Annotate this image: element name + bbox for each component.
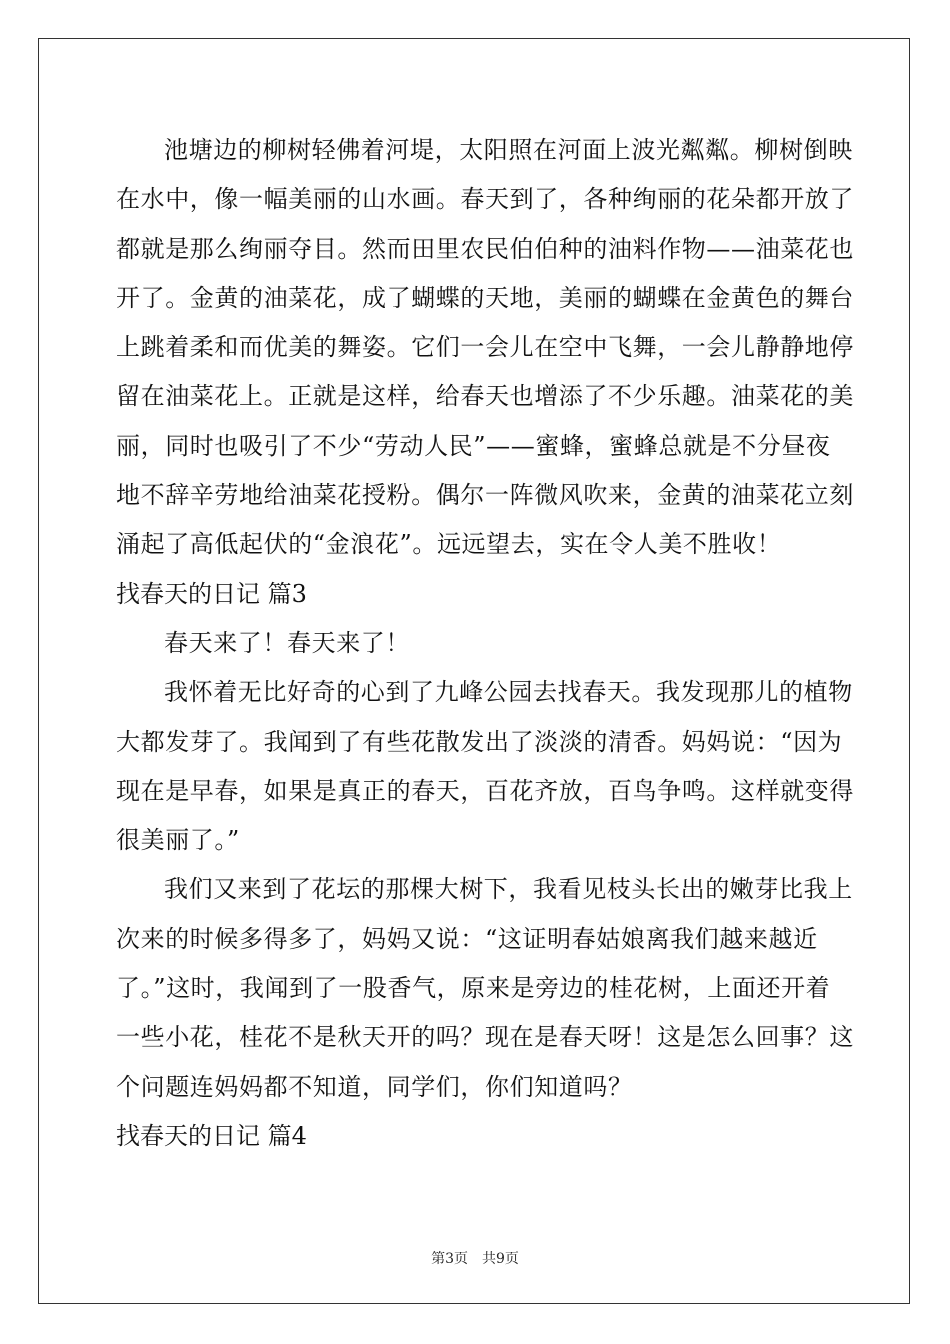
paragraph-3 xyxy=(116,668,854,865)
text-line: 很美丽了。” xyxy=(116,826,240,855)
text-line: 个问题连妈妈都不知道，同学们，你们知道吗？ xyxy=(116,1072,633,1101)
text-line: 一些小花，桂花不是秋天开的吗？现在是春天呀！这是怎么回事？这 xyxy=(116,1023,854,1052)
paragraph-2 xyxy=(116,619,836,668)
text-line: 留在油菜花上。正就是这样，给春天也增添了不少乐趣。油菜花的美 xyxy=(116,382,854,411)
text-line: 上跳着柔和而优美的舞姿。它们一会儿在空中飞舞，一会儿静静地停 xyxy=(116,333,854,362)
text-line: 春天来了！春天来了！ xyxy=(164,628,410,657)
text-line: 开了。金黄的油菜花，成了蝴蝶的天地，美丽的蝴蝶在金黄色的舞台 xyxy=(116,283,854,312)
section-heading-4: 找春天的日记 篇4 xyxy=(116,1121,307,1150)
text-line: 我怀着无比好奇的心到了九峰公园去找春天。我发现那儿的植物 xyxy=(164,678,853,707)
text-line: 现在是早春，如果是真正的春天，百花齐放，百鸟争鸣。这样就变得 xyxy=(116,776,854,805)
text-line: 池塘边的柳树轻佛着河堤，太阳照在河面上波光粼粼。柳树倒映 xyxy=(164,136,853,164)
paragraph-1 xyxy=(116,126,854,570)
section-heading-3: 找春天的日记 篇3 xyxy=(116,579,307,608)
document-body xyxy=(116,126,854,1161)
text-line: 我们又来到了花坛的那棵大树下，我看见枝头长出的嫩芽比我上 xyxy=(164,875,853,904)
text-line: 地不辞辛劳地给油菜花授粉。偶尔一阵微风吹来，金黄的油菜花立刻 xyxy=(116,481,854,510)
text-line: 都就是那么绚丽夺目。然而田里农民伯伯种的油料作物——油菜花也 xyxy=(116,234,854,263)
text-line: 丽，同时也吸引了不少“劳动人民”——蜜蜂，蜜蜂总就是不分昼夜 xyxy=(116,431,831,460)
paragraph-4 xyxy=(116,865,854,1111)
text-line: 次来的时候多得多了，妈妈又说：“这证明春姑娘离我们越来越近 xyxy=(116,924,818,953)
text-line: 大都发芽了。我闻到了有些花散发出了淡淡的清香。妈妈说：“因为 xyxy=(116,727,843,756)
text-line: 了。”这时，我闻到了一股香气，原来是旁边的桂花树，上面还开着 xyxy=(116,974,831,1003)
text-line: 在水中，像一幅美丽的山水画。春天到了，各种绚丽的花朵都开放了 xyxy=(116,185,854,214)
text-line: 涌起了高低起伏的“金浪花”。远远望去，实在令人美不胜收！ xyxy=(116,530,782,559)
page-number: 第3页 共9页 xyxy=(431,1251,519,1267)
